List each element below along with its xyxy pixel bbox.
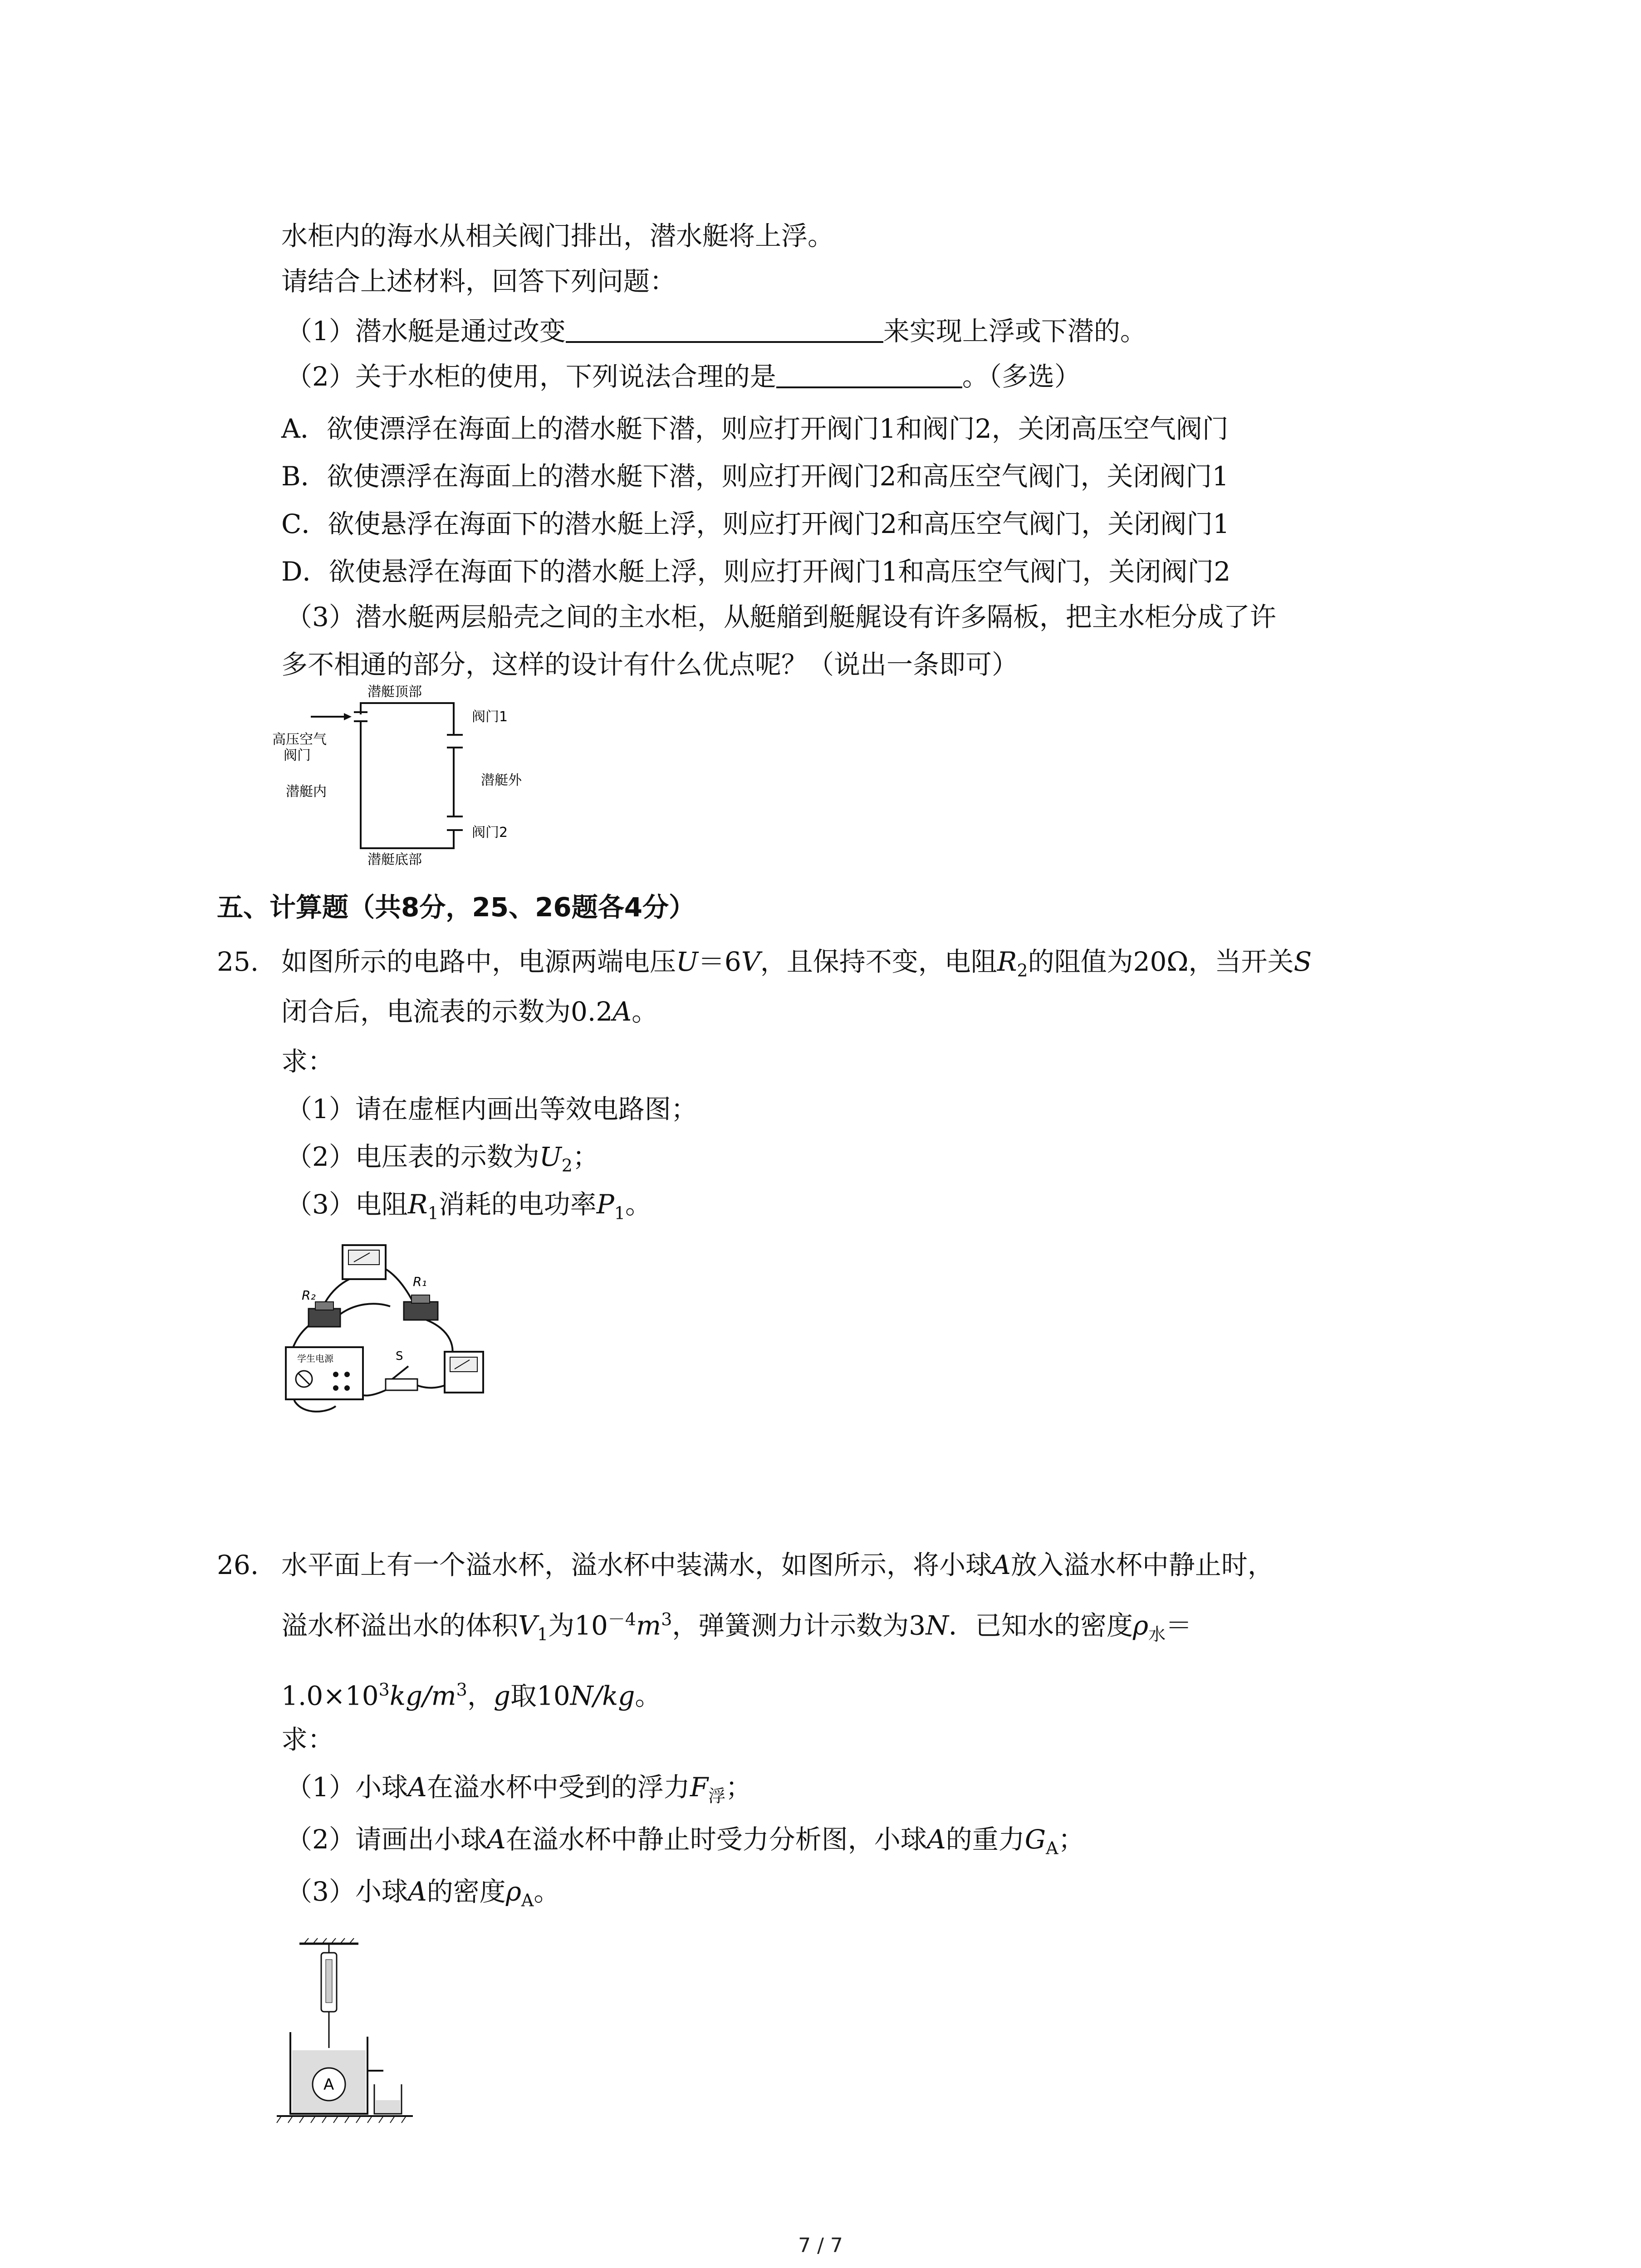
switch-s [386,1366,417,1390]
q24-intro-tail: 水柜内的海水从相关阀门排出，潜水艇将上浮。 [281,220,834,251]
q24-option-d: D．欲使悬浮在海面下的潜水艇上浮，则应打开阀门1和高压空气阀门，关闭阀门2 [281,556,1231,587]
q24-sub1: （1）潜水艇是通过改变 来实现上浮或下潜的。 [286,313,1146,349]
label-switch: S [396,1349,403,1363]
ground [277,2116,413,2123]
q24-sub3-line1: （3）潜水艇两层船壳之间的主水柜，从艇艏到艇艉设有许多隔板，把主水柜分成了许 [286,601,1276,632]
q24-sub2: （2）关于水柜的使用，下列说法合理的是 。（多选） [286,358,1081,395]
q25-sub2: （2）电压表的示数为$U_2$； [286,1141,599,1176]
label-power-source: 学生电源 [297,1353,333,1364]
tank-outline [354,703,463,848]
q25-number: 25. [217,946,259,977]
label-valve1: 阀门1 [472,709,508,725]
q25-ask: 求： [281,1046,334,1077]
label-r2: R₂ [302,1288,316,1303]
label-r1: R₁ [413,1274,427,1289]
submarine-tank-figure [272,680,554,871]
ammeter-right [445,1352,483,1393]
answer-blank-1[interactable] [566,314,883,343]
q24-sub3-line2: 多不相通的部分，这样的设计有什么优点呢？（说出一条即可） [281,649,1019,680]
page-number: 7 / 7 [798,2234,843,2257]
q26-sub2: （2）请画出小球A在溢水杯中静止时受力分析图，小球A的重力$G_A$； [286,1824,1085,1858]
power-source [286,1347,363,1399]
q26-line3: $1.0\times 10^3kg/m^3$，g取10N/kg。 [281,1680,661,1711]
q26-ask: 求： [281,1724,334,1755]
ammeter-top [343,1245,386,1279]
ball-label: A [323,2076,334,2094]
label-sub-bottom: 潜艇底部 [367,852,422,868]
overflow-cup-figure [272,1935,422,2134]
q26-sub1: （1）小球A在溢水杯中受到的浮力$F_浮$； [286,1772,752,1806]
label-valve2: 阀门2 [472,825,508,841]
q24-option-c: C．欲使悬浮在海面下的潜水艇上浮，则应打开阀门2和高压空气阀门，关闭阀门1 [281,508,1230,539]
section-title: 五、计算题（共8分，25、26题各4分） [217,892,696,923]
label-sub-top: 潜艇顶部 [367,684,422,700]
label-air-valve-2: 阀门 [284,748,311,763]
q24-option-a: A．欲使漂浮在海面上的潜水艇下潜，则应打开阀门1和阀门2，关闭高压空气阀门 [281,413,1229,444]
label-inside: 潜艇内 [286,784,327,800]
label-outside: 潜艇外 [481,772,522,788]
q26-line1: 水平面上有一个溢水杯，溢水杯中装满水，如图所示，将小球A放入溢水杯中静止时， [281,1549,1274,1580]
ball-a [313,2068,345,2101]
q24-option-b: B．欲使漂浮在海面上的潜水艇下潜，则应打开阀门2和高压空气阀门，关闭阀门1 [281,461,1229,492]
q26-number: 26. [217,1549,259,1580]
answer-blank-2[interactable] [776,359,962,388]
air-arrow-icon [311,713,352,720]
spring-scale [321,1953,337,2048]
circuit-figure [277,1234,513,1424]
q26-sub3: （3）小球A的密度$\rho_A$。 [286,1876,560,1911]
q24-prompt: 请结合上述材料，回答下列问题： [281,266,676,297]
label-air-valve-1: 高压空气 [272,732,327,748]
q25-sub3: （3）电阻$R_1$消耗的电功率$P_1$。 [286,1189,652,1223]
q25-sub1: （1）请在虚框内画出等效电路图； [286,1094,697,1124]
q25-line2: 闭合后，电流表的示数为0.2A。 [281,996,658,1027]
q26-line2: 溢水杯溢出水的体积$V_1$为$10^{-4}m^3$，弹簧测力计示数为3N．已知水的密度$\rho_水=$ [281,1609,1192,1644]
small-beaker [374,2084,402,2114]
resistor-r1 [404,1295,438,1320]
resistor-r2 [309,1302,340,1327]
q25-line1: 如图所示的电路中，电源两端电压U＝6V，且保持不变，电阻$R_2$的阻值为20Ω，当开关S [281,946,1312,981]
ceiling-support [299,1938,358,1953]
